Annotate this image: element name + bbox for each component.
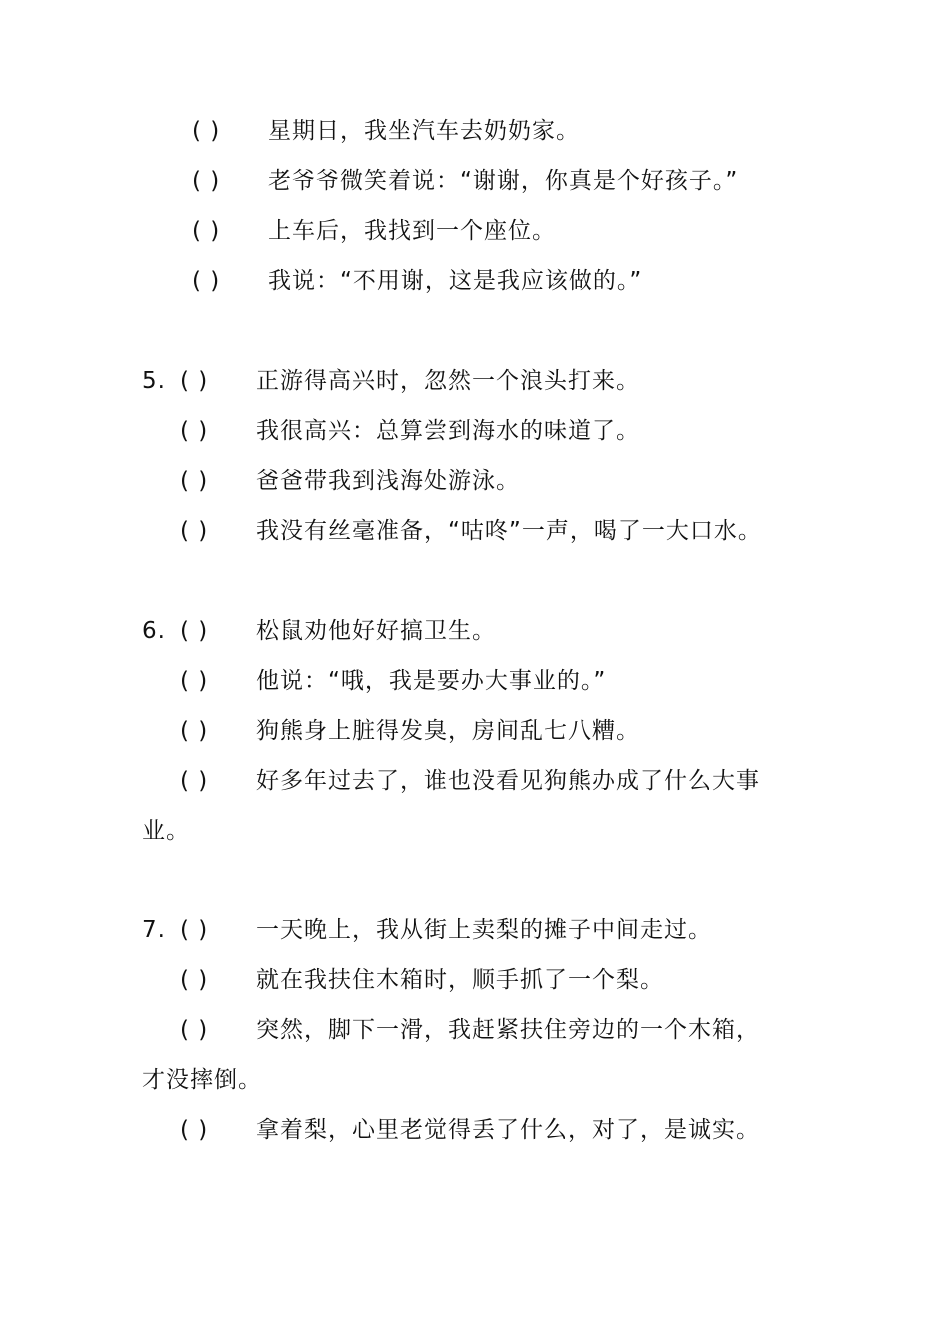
group7-item-4 (180, 1116, 760, 1144)
group5-item-1 (142, 367, 640, 395)
answer-blank[interactable]: ( ) (180, 418, 209, 444)
group7-item-1 (142, 916, 712, 944)
question-number: 6. (142, 618, 166, 644)
sentence-text: 他说：“哦，我是要办大事业的。” (256, 668, 607, 694)
sentence-text: 松鼠劝他好好搞卫生。 (256, 618, 496, 644)
answer-blank[interactable]: ( ) (180, 1117, 209, 1143)
answer-blank[interactable]: ( ) (180, 668, 209, 694)
sentence-text: 好多年过去了，谁也没看见狗熊办成了什么大事 (256, 768, 760, 794)
group6-item-1 (142, 617, 496, 645)
group4-item-1 (192, 117, 580, 145)
answer-blank[interactable]: ( ) (180, 468, 209, 494)
answer-blank[interactable]: ( ) (192, 218, 221, 244)
sentence-text: 才没摔倒。 (142, 1067, 262, 1093)
group4-item-4 (192, 267, 642, 295)
group4-item-2 (192, 167, 738, 195)
answer-blank[interactable]: ( ) (192, 118, 221, 144)
question-number: 7. (142, 917, 166, 943)
answer-blank[interactable]: ( ) (180, 718, 209, 744)
sentence-text: 爸爸带我到浅海处游泳。 (256, 468, 520, 494)
answer-blank[interactable]: ( ) (192, 168, 221, 194)
answer-blank[interactable]: ( ) (180, 368, 209, 394)
group4-item-3 (192, 217, 556, 245)
sentence-text: 老爷爷微笑着说：“谢谢，你真是个好孩子。” (268, 168, 739, 194)
sentence-text: 星期日，我坐汽车去奶奶家。 (268, 118, 580, 144)
group5-item-2 (180, 417, 640, 445)
group6-item-2 (180, 667, 606, 695)
sentence-text: 狗熊身上脏得发臭，房间乱七八糟。 (256, 718, 640, 744)
group7-item-3-continuation (142, 1066, 262, 1094)
group7-item-2 (180, 966, 664, 994)
answer-blank[interactable]: ( ) (192, 268, 221, 294)
sentence-text: 就在我扶住木箱时，顺手抓了一个梨。 (256, 967, 664, 993)
group6-item-4-continuation (142, 817, 190, 845)
answer-blank[interactable]: ( ) (180, 518, 209, 544)
group7-item-3 (180, 1016, 760, 1044)
answer-blank[interactable]: ( ) (180, 967, 209, 993)
sentence-text: 我很高兴：总算尝到海水的味道了。 (256, 418, 640, 444)
group6-item-4 (180, 767, 760, 795)
sentence-text: 上车后，我找到一个座位。 (268, 218, 556, 244)
answer-blank[interactable]: ( ) (180, 917, 209, 943)
question-number: 5. (142, 368, 166, 394)
sentence-text: 正游得高兴时，忽然一个浪头打来。 (256, 368, 640, 394)
sentence-text: 我没有丝毫准备，“咕咚”一声，喝了一大口水。 (256, 518, 762, 544)
answer-blank[interactable]: ( ) (180, 768, 209, 794)
sentence-text: 我说：“不用谢，这是我应该做的。” (268, 268, 643, 294)
answer-blank[interactable]: ( ) (180, 618, 209, 644)
sentence-text: 一天晚上，我从街上卖梨的摊子中间走过。 (256, 917, 712, 943)
group6-item-3 (180, 717, 640, 745)
answer-blank[interactable]: ( ) (180, 1017, 209, 1043)
group5-item-3 (180, 467, 520, 495)
sentence-text: 拿着梨，心里老觉得丢了什么，对了，是诚实。 (256, 1117, 760, 1143)
sentence-text: 突然，脚下一滑，我赶紧扶住旁边的一个木箱， (256, 1017, 760, 1043)
sentence-text: 业。 (142, 818, 190, 844)
group5-item-4 (180, 517, 762, 545)
